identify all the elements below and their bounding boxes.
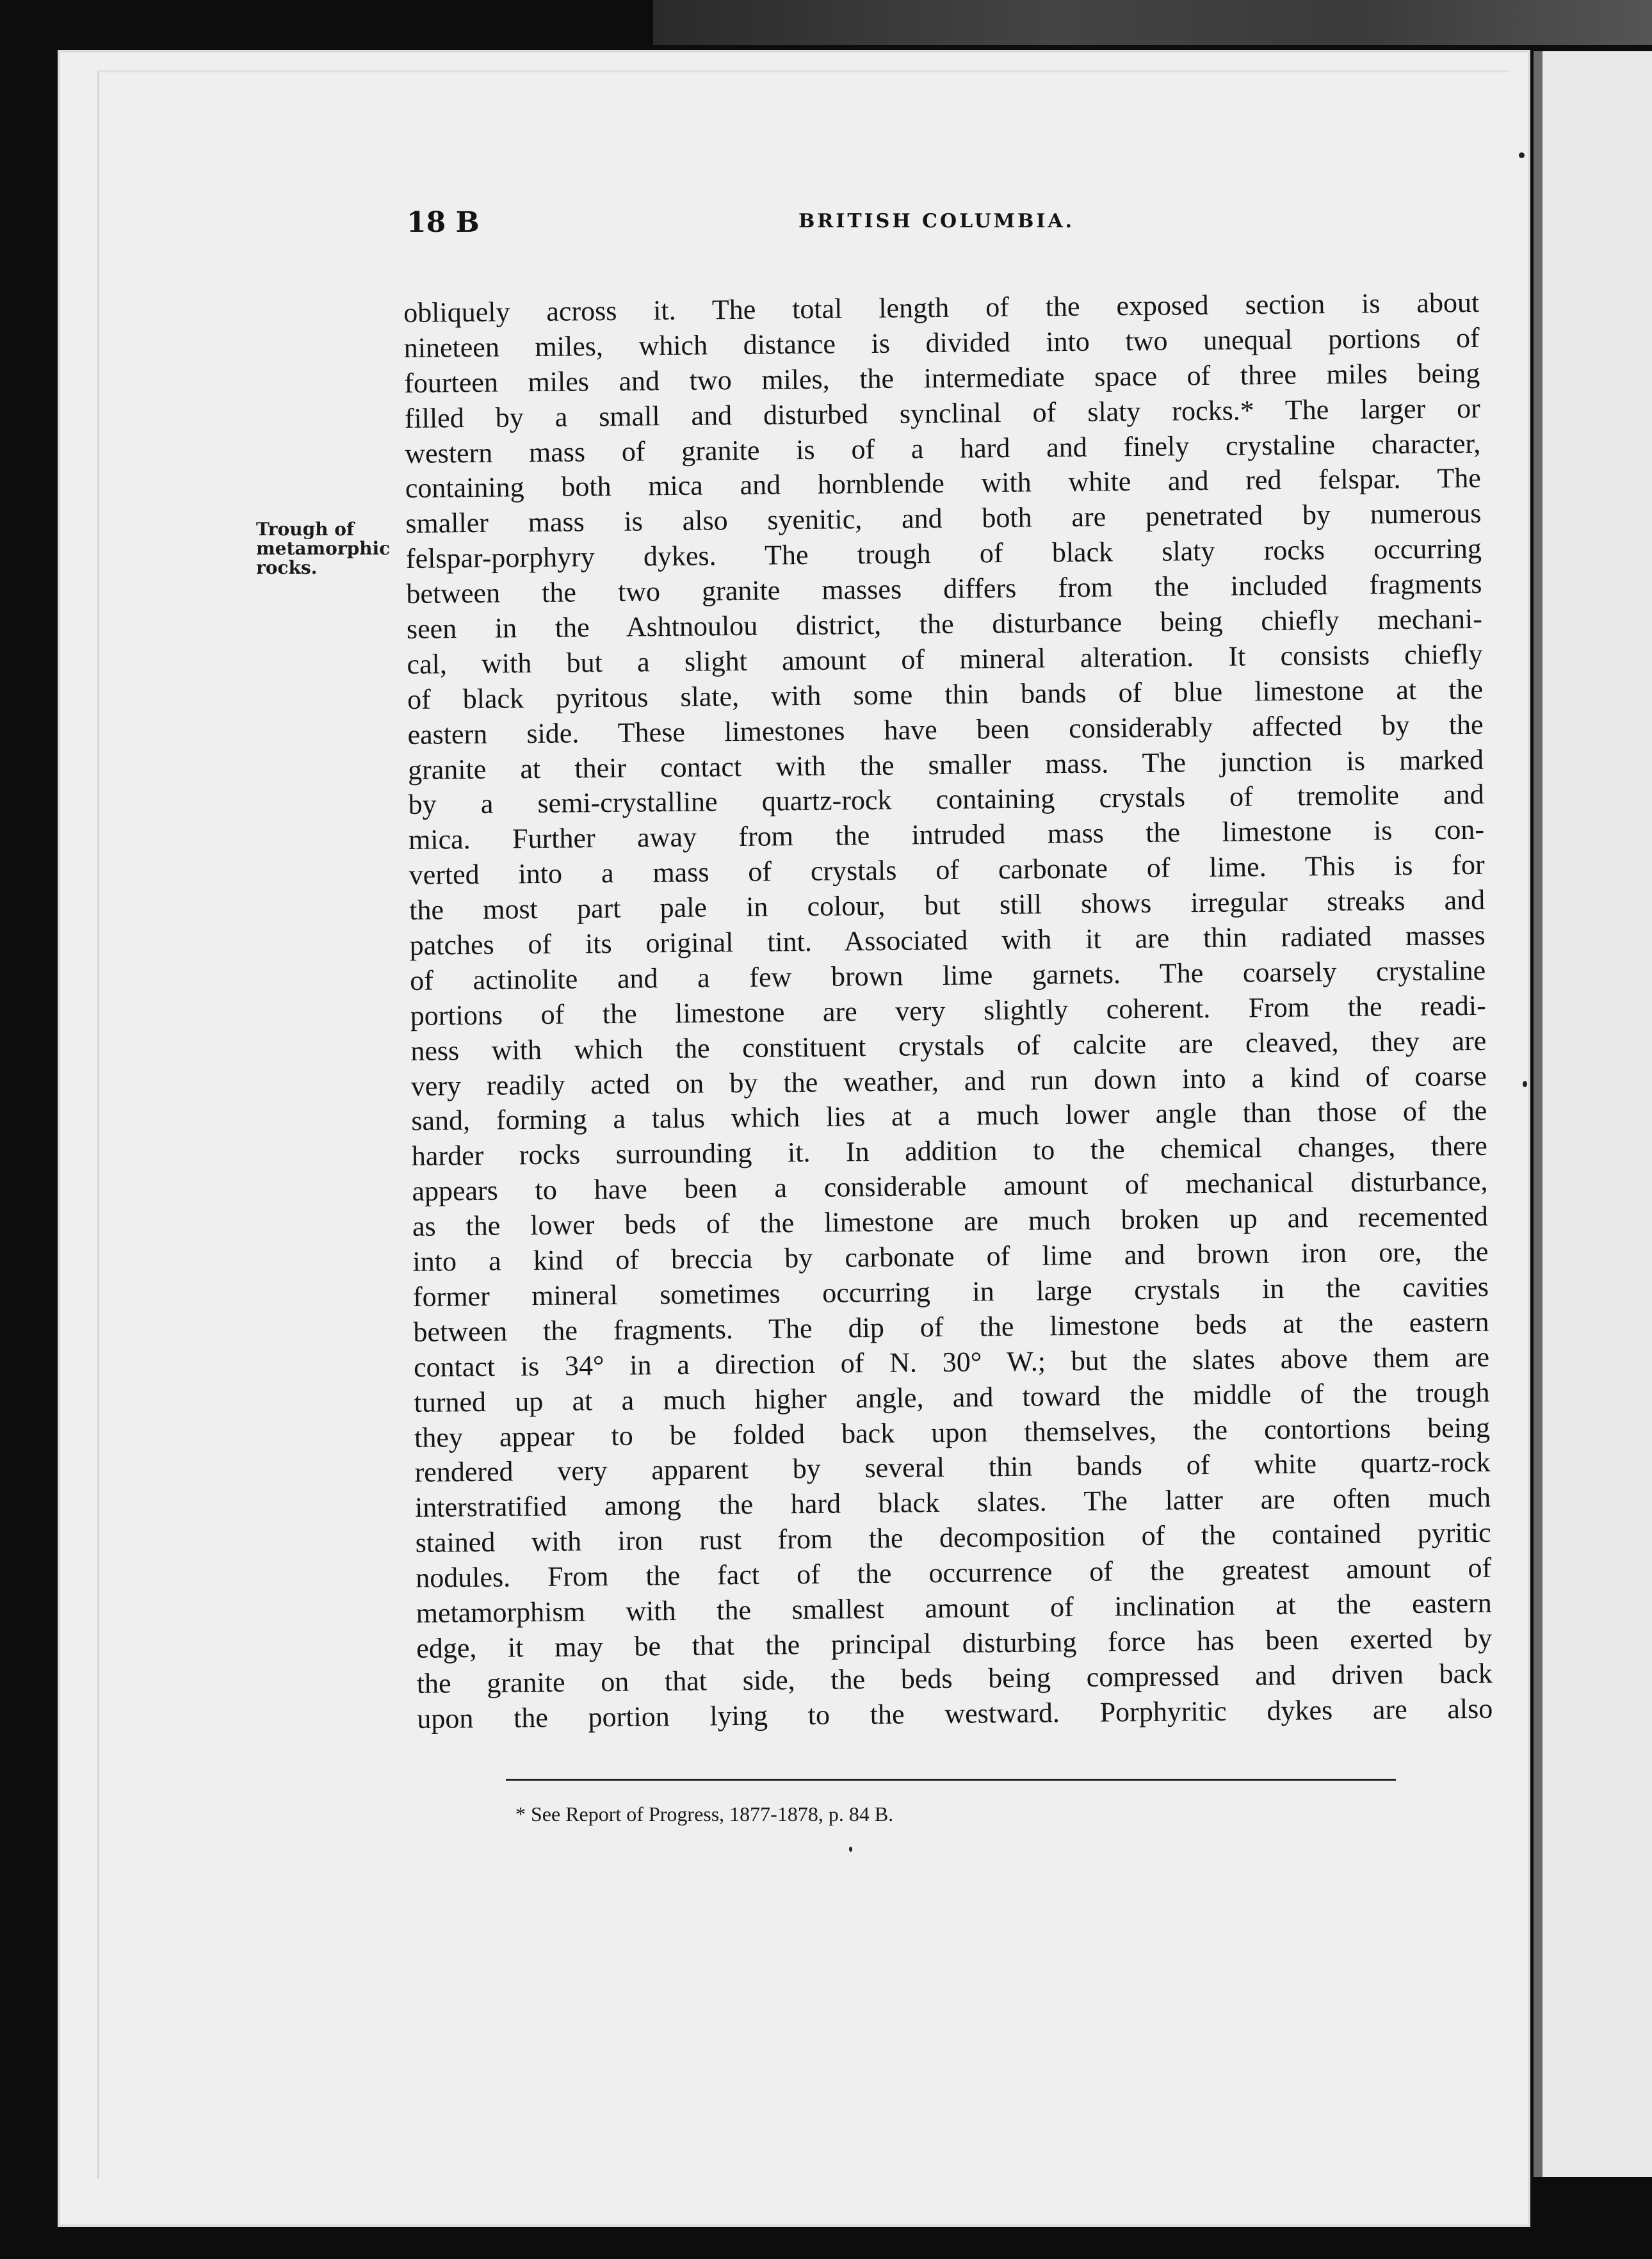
body-line: sand, forming a talus which lies at a much lower angle than those of the — [411, 1095, 1487, 1137]
body-line: between the two granite masses differs from the included fragments — [406, 567, 1482, 610]
body-line: rendered very apparent by several thin bands of white quartz-rock — [414, 1446, 1491, 1489]
body-line: former mineral sometimes occurring in large crystals in the cavities — [412, 1270, 1489, 1313]
body-line: edge, it may be that the principal disturbing force has been exerted by — [416, 1622, 1493, 1664]
body-line: seen in the Ashtnoulou district, the disturbance being chiefly mechani- — [406, 603, 1483, 645]
body-line: western mass of granite is of a hard and finely crystaline character, — [405, 427, 1481, 469]
body-line: into a kind of breccia by carbonate of lime and brown iron ore, the — [412, 1235, 1489, 1277]
body-line: verted into a mass of crystals of carbonate of lime. This is for — [409, 849, 1485, 891]
body-line: harder rocks surrounding it. In addition to the chemical changes, there — [411, 1130, 1488, 1172]
page-header — [407, 206, 1457, 251]
next-page-edge — [1534, 51, 1652, 2177]
body-line: granite at their contact with the smaller mass. The junction is marked — [407, 743, 1484, 786]
scan-speck — [1519, 152, 1525, 158]
body-line: interstratified among the hard black slates. The latter are often much — [414, 1482, 1491, 1524]
body-line: stained with iron rust from the decomposition of the contained pyritic — [415, 1516, 1491, 1559]
marginal-note-line: Trough of — [256, 519, 354, 540]
body-line: containing both mica and hornblende with white and red felspar. The — [405, 462, 1482, 505]
scan-speck — [1523, 1081, 1527, 1087]
body-line: cal, with but a slight amount of mineral alteration. It consists chiefly — [407, 638, 1483, 680]
body-line: mica. Further away from the intruded mass the limestone is con- — [408, 814, 1485, 856]
body-line: ness with which the constituent crystals of calcite are cleaved, they are — [410, 1024, 1487, 1067]
running-head: BRITISH COLUMBIA. — [798, 210, 1075, 232]
body-line: very readily acted on by the weather, and run down into a kind of coarse — [410, 1060, 1487, 1102]
body-line: upon the portion lying to the westward. Porphyritic dykes are also — [417, 1692, 1493, 1735]
body-line: appears to have been a considerable amount of mechanical disturbance, — [412, 1165, 1488, 1208]
body-line: contact is 34° in a direction of N. 30° W.; but the slates above them are — [413, 1341, 1490, 1383]
body-line: metamorphism with the smallest amount of inclination at the eastern — [416, 1587, 1492, 1629]
body-line: between the fragments. The dip of the limestone beds at the eastern — [413, 1306, 1489, 1348]
marginal-note — [256, 520, 403, 578]
page-number: 18 B — [407, 206, 480, 239]
body-line: of black pyritous slate, with some thin bands of blue limestone at the — [407, 673, 1484, 715]
body-line: smaller mass is also syenitic, and both are penetrated by numerous — [405, 498, 1482, 540]
marginal-note-line: metamorphic — [256, 538, 391, 559]
body-line: they appear to be folded back upon themselves, the contortions being — [414, 1411, 1491, 1453]
body-line: felspar-porphyry dykes. The trough of black slaty rocks occurring — [405, 533, 1482, 575]
body-line: obliquely across it. The total length of the exposed section is about — [403, 286, 1480, 328]
body-text — [403, 286, 1493, 1737]
marginal-note-line: rocks. — [256, 557, 318, 578]
body-line: nineteen miles, which distance is divided into two unequal portions of — [403, 321, 1480, 364]
scan-background-strip — [653, 0, 1652, 45]
footnote: * See Report of Progress, 1877-1878, p. 84 B. — [515, 1802, 894, 1826]
body-line: nodules. From the fact of the occurrence of the greatest amount of — [415, 1551, 1492, 1594]
body-line: eastern side. These limestones have been considerably affected by the — [407, 708, 1484, 750]
body-line: patches of its original tint. Associated with it are thin radiated masses — [409, 919, 1486, 961]
body-line: turned up at a much higher angle, and toward the middle of the trough — [414, 1376, 1490, 1418]
body-line: as the lower beds of the limestone are much broken up and recemented — [412, 1200, 1489, 1243]
body-line: portions of the limestone are very slightly coherent. From the readi- — [410, 989, 1486, 1032]
scan-speck — [849, 1847, 852, 1852]
body-line: the most part pale in colour, but still shows irregular streaks and — [409, 884, 1486, 927]
body-line: filled by a small and disturbed synclinal of slaty rocks.* The larger or — [404, 392, 1480, 434]
footnote-rule — [506, 1779, 1396, 1781]
body-line: fourteen miles and two miles, the intermediate space of three miles being — [404, 357, 1480, 399]
body-line: by a semi-crystalline quartz-rock containing crystals of tremolite and — [408, 779, 1484, 821]
body-line: the granite on that side, the beds being compressed and driven back — [416, 1657, 1493, 1699]
body-line: of actinolite and a few brown lime garnets. The coarsely crystaline — [410, 954, 1486, 996]
